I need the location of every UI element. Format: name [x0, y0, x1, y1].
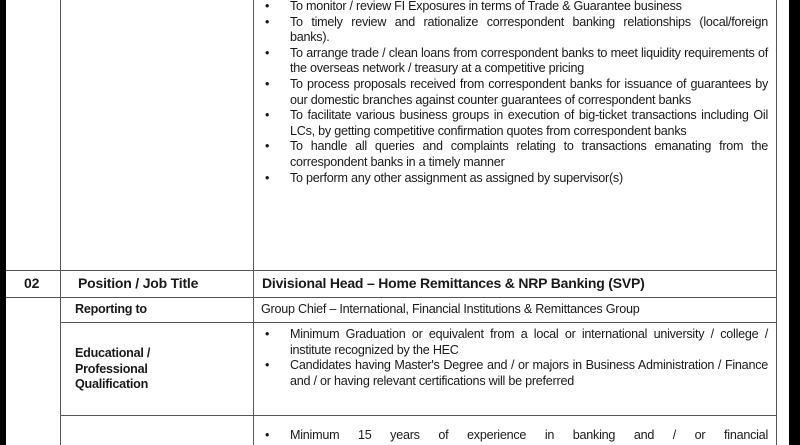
experience-list: [253, 428, 768, 444]
position-title-value: Divisional Head – Home Remittances & NRP Banking (SVP): [262, 275, 645, 291]
education-label: Educational / Professional Qualification: [75, 346, 151, 392]
list-item: • To facilitate various business groups in execution of big-ticket transactions including Oil LCs, by getting competitive confirmation quotes from correspondent banks: [253, 108, 768, 139]
divider: [776, 0, 777, 445]
experience-cell: [253, 428, 768, 444]
list-item: • Minimum Graduation or equivalent from a local or international university / college / institute recognized by the HEC: [253, 327, 768, 358]
responsibilities-cell: [253, 0, 768, 186]
right-border: [789, 0, 800, 445]
education-list: [253, 327, 768, 389]
list-item: • To perform any other assignment as assigned by supervisor(s): [253, 171, 768, 187]
reporting-value: Group Chief – International, Financial Institutions & Remittances Group: [261, 302, 640, 316]
reporting-label: Reporting to: [75, 302, 147, 316]
divider: [6, 297, 776, 298]
list-item: • To arrange trade / clean loans from correspondent banks to meet liquidity requirements of the overseas network / treasury at a competitive pricing: [253, 46, 768, 77]
divider: [60, 0, 61, 445]
position-number: 02: [24, 275, 40, 291]
divider: [60, 415, 776, 416]
responsibilities-list: [253, 0, 768, 186]
list-item: • To process proposals received from correspondent banks for issuance of guarantees by our domestic branches against counter guarantees of correspondent banks: [253, 77, 768, 108]
list-item: • Minimum 15 years of experience in banking and / or financial: [253, 428, 768, 444]
divider: [60, 322, 776, 323]
list-item: • To handle all queries and complaints relating to transactions emanating from the correspondent banks in a timely manner: [253, 139, 768, 170]
list-item: • To monitor / review FI Exposures in terms of Trade & Guarantee business: [253, 0, 768, 15]
education-cell: [253, 327, 768, 389]
list-item: • To timely review and rationalize correspondent banking relationships (local/foreign banks).: [253, 15, 768, 46]
left-border: [0, 0, 6, 445]
list-item: • Candidates having Master's Degree and / or majors in Business Administration / Finance and / or having relevant certifications will be preferred: [253, 358, 768, 389]
position-title-label: Position / Job Title: [78, 275, 199, 291]
divider: [6, 270, 776, 271]
